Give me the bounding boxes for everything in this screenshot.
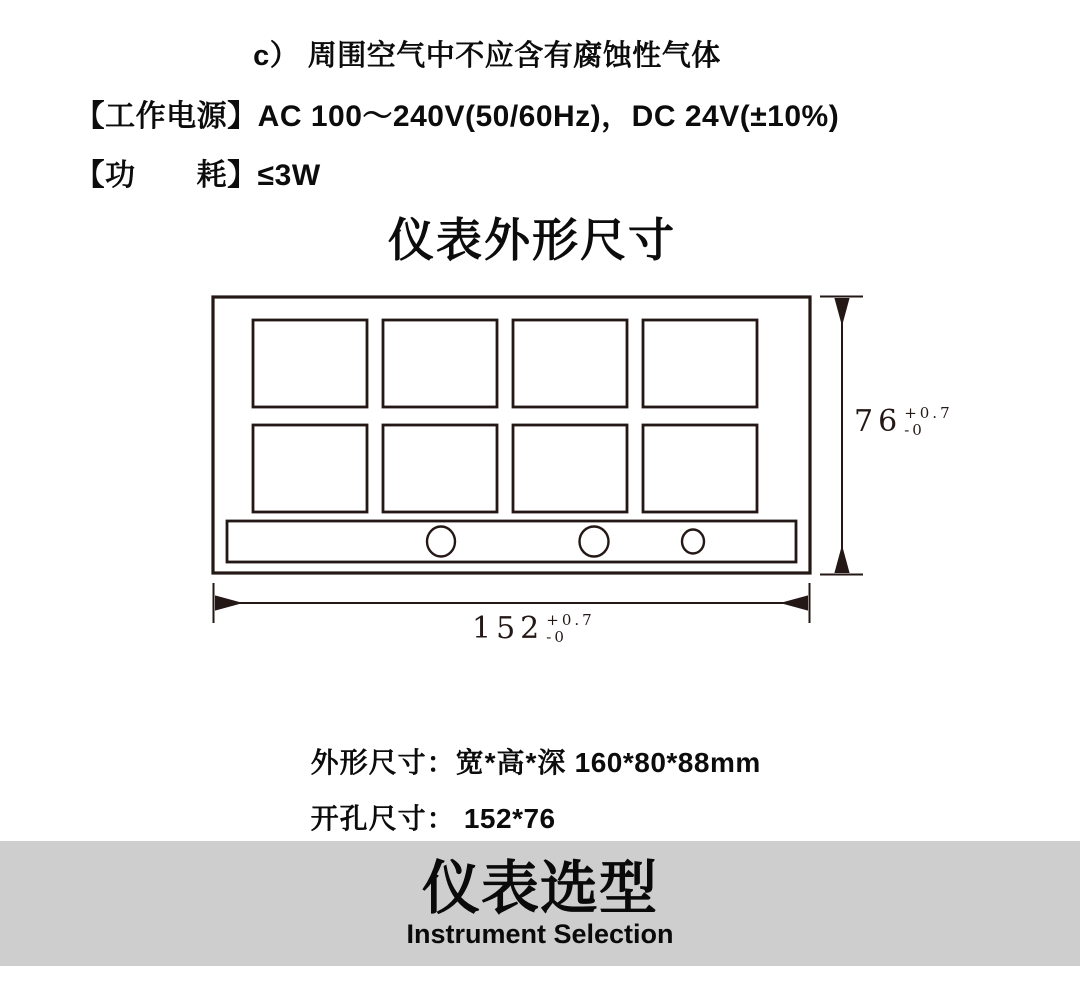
button-circle <box>682 530 704 554</box>
display-windows <box>253 320 757 512</box>
display-window <box>253 425 367 512</box>
cutout-size-line <box>295 777 556 833</box>
display-window <box>643 320 757 407</box>
section-banner-subtitle: Instrument Selection <box>406 919 674 950</box>
height-dimension-value: 76 <box>854 404 903 439</box>
height-dimension-text <box>854 406 953 438</box>
section-banner <box>0 841 1080 966</box>
display-window <box>383 320 497 407</box>
power-consumption-label: 【功 耗】 <box>74 159 258 192</box>
width-dimension-tolerance <box>546 613 594 645</box>
button-bar <box>227 521 796 562</box>
diagram-title: 仪表外形尺寸 <box>388 214 676 266</box>
height-tolerance-minus: -0 <box>904 421 925 439</box>
section-banner-title: 仪表选型 <box>421 855 658 921</box>
display-window <box>513 425 627 512</box>
outline-size-label: 外形尺寸：宽*高*深 <box>310 747 567 778</box>
display-window <box>513 320 627 407</box>
button-circle <box>427 527 455 557</box>
height-dimension-tolerance <box>904 406 952 438</box>
button-circle <box>580 527 609 557</box>
display-window <box>643 425 757 512</box>
cutout-size-label: 开孔尺寸： <box>310 803 456 834</box>
height-tolerance-plus: +0.7 <box>904 404 953 422</box>
panel-outline <box>213 297 810 573</box>
width-tolerance-minus: -0 <box>546 628 567 646</box>
outline-size-value: 160*80*88mm <box>566 747 761 778</box>
power-consumption-value: ≤3W <box>257 159 321 192</box>
width-dimension-value: 152 <box>472 611 545 646</box>
display-window <box>383 425 497 512</box>
width-tolerance-plus: +0.7 <box>546 611 595 629</box>
cutout-size-value: 152*76 <box>455 803 556 834</box>
power-supply-value: AC 100～240V(50/60Hz)，DC 24V(±10%) <box>257 100 840 133</box>
power-supply-label: 【工作电源】 <box>74 100 258 133</box>
display-window <box>253 320 367 407</box>
ambient-air-note-text: c） 周围空气中不应含有腐蚀性气体 <box>253 40 721 72</box>
outline-size-line <box>295 721 761 777</box>
width-dimension-text <box>472 613 595 645</box>
